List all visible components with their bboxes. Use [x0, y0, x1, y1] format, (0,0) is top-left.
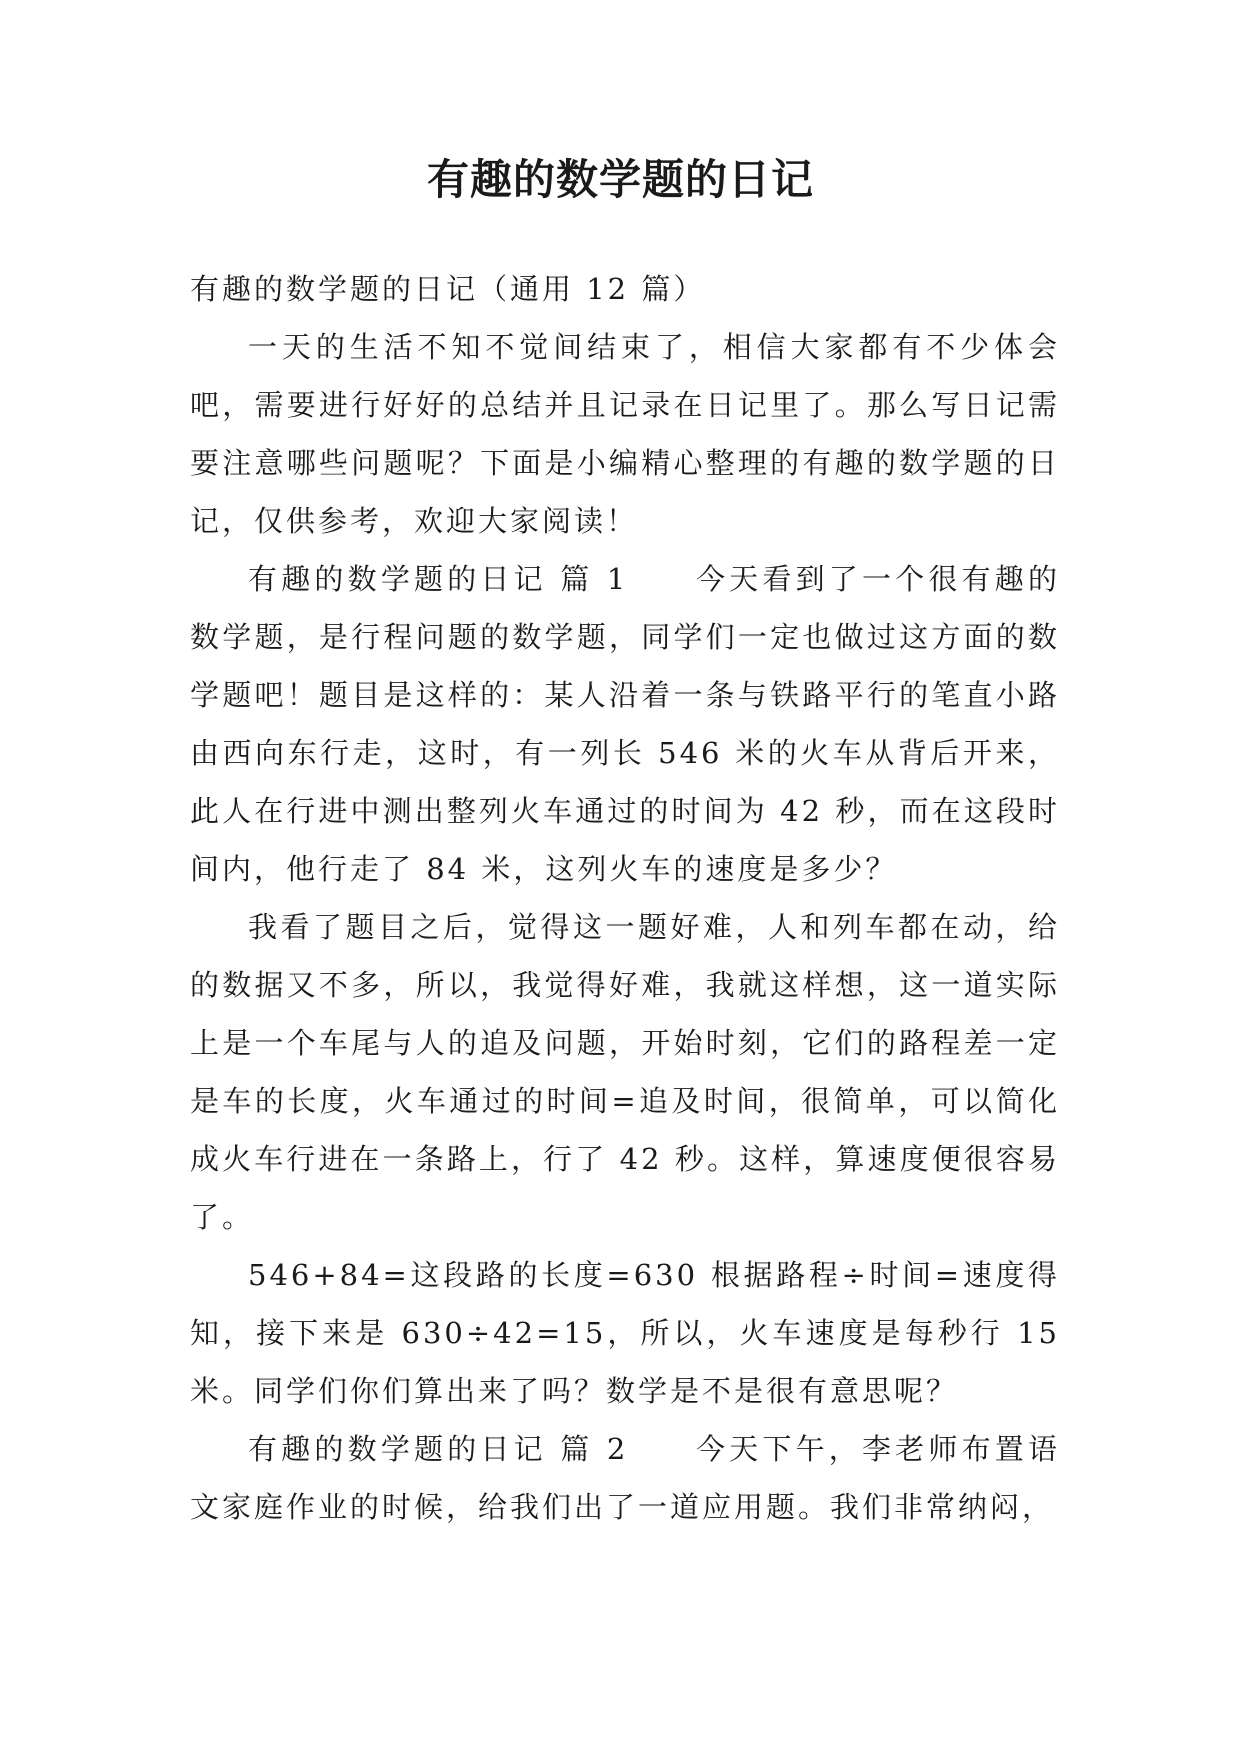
document-subtitle: 有趣的数学题的日记（通用 12 篇）	[190, 272, 706, 306]
paragraph-part1-solution: 546+84=这段路的长度=630 根据路程÷时间=速度得知，接下来是 630÷42=15，所以，火车速度是每秒行 15 米。同学们你们算出来了吗？数学是不是很有意思呢？	[190, 1258, 1060, 1408]
paragraph-part2-start: 有趣的数学题的日记 篇 2 今天下午，李老师布置语文家庭作业的时候，给我们出了一道应用题。我们非常纳闷，	[190, 1432, 1060, 1524]
document-title: 有趣的数学题的日记	[426, 155, 814, 204]
paragraph-part1-problem: 有趣的数学题的日记 篇 1 今天看到了一个很有趣的数学题，是行程问题的数学题，同学们一定也做过这方面的数学题吧！题目是这样的：某人沿着一条与铁路平行的笔直小路由西向东行走，这时，有一列长 546 米的火车从背后开来，此人在行进中测出整列火车通过的时间为 42 秒，而在这段时间内，他行走了 84 米，这列火车的速度是多少？	[190, 562, 1060, 886]
document-body	[190, 260, 1060, 1536]
paragraph-intro: 一天的生活不知不觉间结束了，相信大家都有不少体会吧，需要进行好好的总结并且记录在日记里了。那么写日记需要注意哪些问题呢？下面是小编精心整理的有趣的数学题的日记，仅供参考，欢迎大家阅读！	[190, 330, 1060, 538]
paragraph-part1-thinking: 我看了题目之后，觉得这一题好难，人和列车都在动，给的数据又不多，所以，我觉得好难，我就这样想，这一道实际上是一个车尾与人的追及问题，开始时刻，它们的路程差一定是车的长度，火车通过的时间=追及时间，很简单，可以简化成火车行进在一条路上，行了 42 秒。这样，算速度便很容易了。	[190, 910, 1060, 1234]
